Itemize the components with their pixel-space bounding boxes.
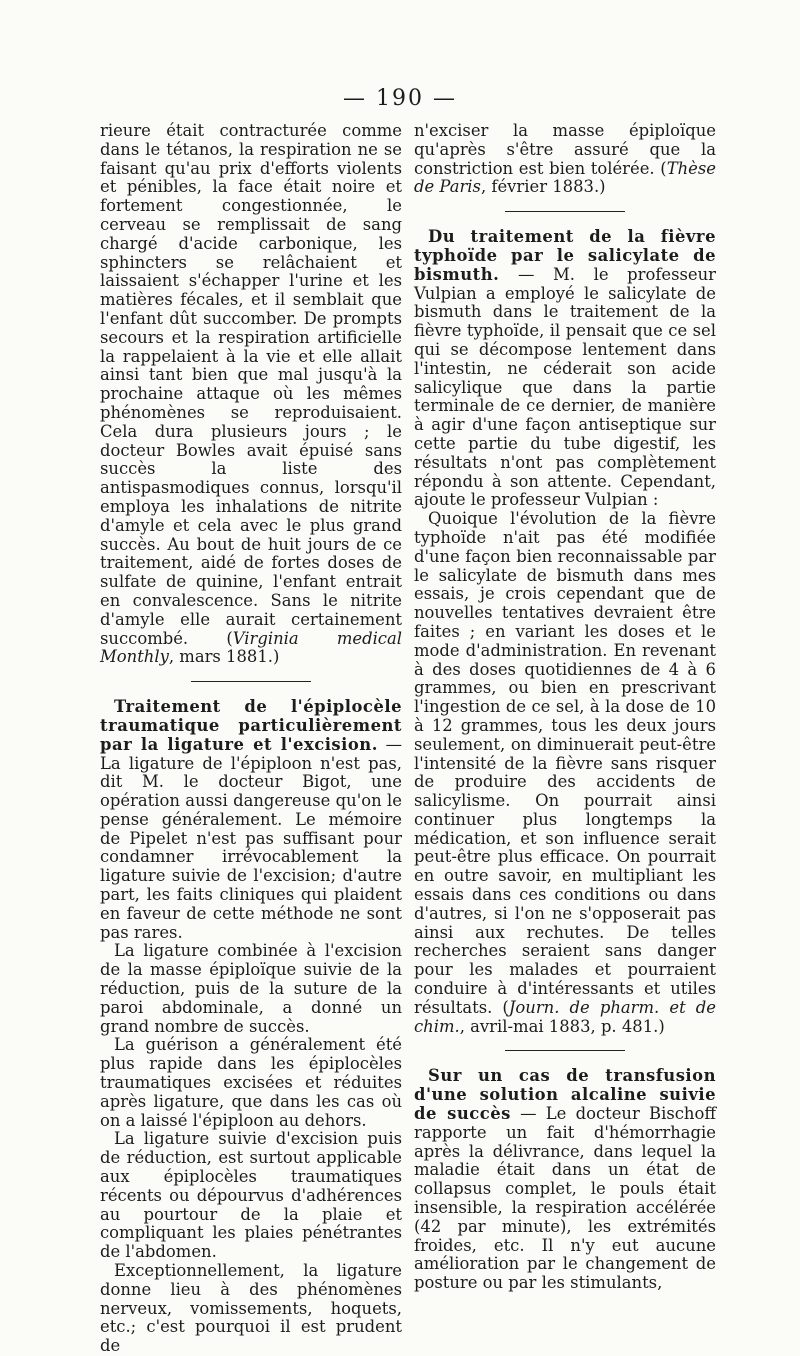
- article-epiplocele: [100, 698, 402, 1356]
- article-heading: Sur un cas de transfusion d'une solution alcaline suivie de succès: [414, 1066, 716, 1124]
- article-paragraph: La ligature combinée à l'excision de la masse épiploïque suivie de la réduction, puis de la suture de la paroi abdominale, a donné un grand nombre de succès.: [100, 941, 402, 1036]
- citation-source: Journ. de pharm. et de chim.: [414, 997, 716, 1036]
- article-paragraph: [100, 698, 402, 942]
- paragraph-text: rieure était contracturée comme dans le tétanos, la respiration ne se faisant qu'au prix d'efforts violents et pénibles, la face était noire et fortement congestionnée, le cerveau se remplissait de sang chargé d'acide carbonique, les sphincters se relâchaient et laissaient s'échapper l'urine et les matières fécales, et il semblait que l'enfant dût succomber. De prompts secours et la respiration artificielle la rappelaient à la vie et elle allait ainsi tant bien que mal jusqu'à la prochaine attaque où les mêmes phénomènes se reproduisaient. Cela dura plusieurs jours ; le docteur Bowles avait épuisé sans succès la liste des antispasmodiques connus, lorsqu'il employa les inhalations de nitrite d'amyle et cela avec le plus grand succès. Au bout de huit jours de ce traitement, aidé de fortes doses de sulfate de quinine, l'enfant entrait en convalescence. Sans le nitrite d'amyle elle aurait certainement succombé. (: [100, 121, 402, 648]
- citation-date: , mars 1881.): [168, 647, 280, 667]
- continued-paragraph: [100, 122, 402, 667]
- article-transfusion: [414, 1067, 716, 1293]
- section-divider: [505, 1050, 625, 1051]
- continued-paragraph: [414, 122, 716, 197]
- left-column: [100, 122, 402, 1356]
- citation-source: Virginia medical Monthly: [100, 628, 402, 667]
- article-paragraph: [414, 228, 716, 510]
- paragraph-text: — Le docteur Bischoff rapporte un fait d'hémorrhagie après la délivrance, dans lequel la maladie était dans un état de collapsus complet, le pouls était insensible, la respiration accélérée (42 par minute), les extrémités froides, etc. Il n'y eut aucune amélioration par le changement de posture ou par les stimulants,: [414, 1104, 716, 1293]
- paragraph-text: n'exciser la masse épiploïque qu'après s'être assuré que la constriction est bien tolérée. (: [414, 121, 716, 178]
- paragraph-text: — La ligature de l'épiploon n'est pas, dit M. le docteur Bigot, une opération aussi dangereuse qu'on le pense généralement. Le mémoire de Pipelet n'est pas suffisant pour condamner irrévocablement la ligature suivie de l'excision; d'autre part, les faits cliniques qui plaident en faveur de cette méthode ne sont pas rares.: [100, 734, 402, 942]
- section-divider: [191, 681, 311, 682]
- section-divider: [505, 211, 625, 212]
- article-paragraph: La ligature suivie d'excision puis de réduction, est surtout applicable aux épiplocèles traumatiques récents ou dépourvus d'adhérences au pourtour de la plaie et compliquant les plaies pénétrantes de l'abdomen.: [100, 1129, 402, 1262]
- article-heading: Du traitement de la fièvre typhoïde par le salicylate de bismuth.: [414, 227, 716, 284]
- article-heading: Traitement de l'épiplocèle traumatique particulièrement par la ligature et l'excision.: [100, 697, 402, 754]
- article-paragraph: [414, 510, 716, 1036]
- article-paragraph: Exceptionnellement, la ligature donne lieu à des phénomènes nerveux, vomissements, hoquets, etc.; c'est pourquoi il est prudent de: [100, 1261, 402, 1356]
- citation-date: , avril-mai 1883, p. 481.): [459, 1016, 665, 1036]
- page-number: — 190 —: [343, 86, 457, 111]
- article-paragraph: La guérison a généralement été plus rapide dans les épiplocèles traumatiques excisées et réduites après ligature, que dans les cas où on a laissé l'épiploon au dehors.: [100, 1035, 402, 1130]
- paragraph-text: Quoique l'évolution de la fièvre typhoïde n'ait pas été modifiée d'une façon bien reconnaissable par le salicylate de bismuth dans mes essais, je crois cependant que de nouvelles tentatives devraient être faites ; en variant les doses et le mode d'administration. En revenant à des doses quotidiennes de 4 à 6 grammes, ou bien en prescrivant l'ingestion de ce sel, à la dose de 10 à 12 grammes, tous les deux jours seulement, on diminuerait peut-être l'intensité de la fièvre sans risquer de produire des accidents de salicylisme. On pourrait ainsi continuer plus longtemps la médication, et son influence serait peut-être plus efficace. On pourrait en outre savoir, en multipliant les essais dans ces conditions ou dans d'autres, si l'on ne s'opposerait pas ainsi aux rechutes. De telles recherches seraient sans danger pour les malades et pourraient conduire à d'intéressants et utiles résultats. (: [414, 509, 716, 1017]
- article-paragraph: [414, 1067, 716, 1293]
- citation-source: Thèse de Paris: [414, 158, 716, 197]
- citation-date: , février 1883.): [480, 177, 606, 197]
- right-column: [414, 122, 716, 1293]
- article-typhoid: [414, 228, 716, 1036]
- paragraph-text: — M. le professeur Vulpian a employé le salicylate de bismuth dans le traitement de la fièvre typhoïde, il pensait que ce sel qui se décompose lentement dans l'intestin, ne céderait son acide salicylique que dans la partie terminale de ce dernier, de manière à agir d'une façon antiseptique sur cette partie du tube digestif, les résultats n'ont pas complètement répondu à son attente. Cependant, ajoute le professeur Vulpian :: [414, 264, 716, 510]
